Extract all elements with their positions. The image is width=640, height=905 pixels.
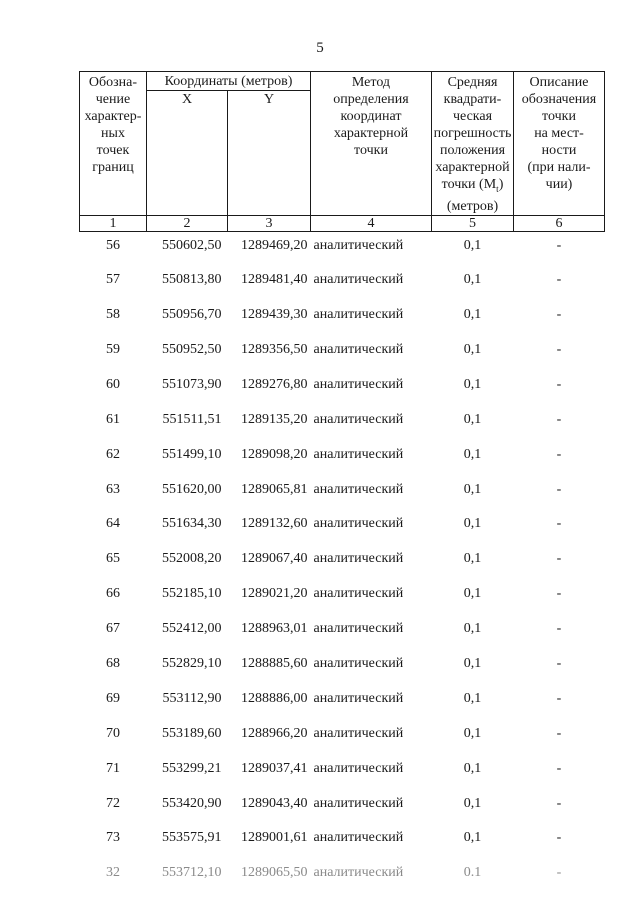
method-cell: аналитический — [313, 272, 404, 288]
error-cell: 0,1 — [463, 725, 482, 741]
description-cell: - — [556, 481, 562, 497]
error-cell: 0,1 — [463, 655, 482, 671]
description-cell: - — [556, 307, 562, 323]
description-cell: - — [556, 586, 562, 602]
description-cell: - — [556, 551, 562, 567]
point-number: 32 — [106, 865, 120, 881]
method-cell: аналитический — [313, 341, 404, 357]
table-row — [80, 720, 605, 755]
header-line: определения — [333, 92, 409, 107]
method-cell: аналитический — [313, 481, 404, 497]
header-line: Средняя — [447, 75, 498, 90]
point-number: 58 — [106, 307, 120, 323]
column-number: 5 — [432, 215, 514, 231]
header-mean-square-error — [432, 72, 514, 216]
description-cell: - — [556, 411, 562, 427]
coordinate-x: 553420,90 — [162, 795, 222, 811]
coordinate-x: 553575,91 — [162, 830, 222, 846]
error-cell: 0,1 — [463, 411, 482, 427]
table-row — [80, 336, 605, 371]
table-row — [80, 615, 605, 650]
point-number: 71 — [106, 760, 120, 776]
header-line: квадрати- — [443, 92, 502, 107]
coordinate-y: 1288885,60 — [241, 655, 308, 671]
coordinate-x: 550813,80 — [162, 272, 222, 288]
header-line: (метров) — [446, 198, 499, 214]
point-number: 63 — [106, 481, 120, 497]
header-line: Метод — [351, 75, 391, 90]
column-number: 4 — [311, 215, 432, 231]
header-line: на мест- — [534, 126, 584, 141]
coordinate-x: 551073,90 — [162, 376, 222, 392]
method-cell: аналитический — [313, 237, 404, 253]
point-number: 56 — [106, 237, 120, 253]
page-number: 5 — [316, 40, 324, 56]
column-number: 1 — [80, 215, 147, 231]
table-row — [80, 371, 605, 406]
method-cell: аналитический — [313, 760, 404, 776]
error-cell: 0,1 — [463, 586, 482, 602]
table-row — [80, 545, 605, 580]
description-cell: - — [556, 621, 562, 637]
header-line: чение — [95, 92, 131, 107]
table-row — [80, 580, 605, 615]
point-number: 73 — [106, 830, 120, 846]
header-line: (при нали- — [527, 160, 591, 175]
error-cell: 0,1 — [463, 481, 482, 497]
header-line: чии) — [545, 177, 573, 192]
coordinate-x: 553112,90 — [162, 690, 222, 706]
method-cell: аналитический — [313, 307, 404, 323]
coordinate-y: 1289067,40 — [241, 551, 308, 567]
coordinate-x: 553712,10 — [162, 865, 222, 881]
table-row — [80, 231, 605, 266]
coordinate-x: 552185,10 — [162, 586, 222, 602]
description-cell: - — [556, 237, 562, 253]
coordinate-y: 1289021,20 — [241, 586, 308, 602]
point-number: 67 — [106, 621, 120, 637]
method-cell: аналитический — [313, 830, 404, 846]
header-line: характерной — [333, 126, 409, 141]
table-row — [80, 301, 605, 336]
method-cell: аналитический — [313, 795, 404, 811]
point-number: 60 — [106, 376, 120, 392]
coordinate-x: 550952,50 — [162, 341, 222, 357]
coordinate-x: 551499,10 — [162, 446, 222, 462]
error-cell: 0,1 — [463, 830, 482, 846]
header-method — [311, 72, 432, 216]
coordinate-y: 1289043,40 — [241, 795, 308, 811]
method-cell: аналитический — [313, 411, 404, 427]
point-number: 59 — [106, 341, 120, 357]
header-line: ности — [541, 143, 577, 158]
point-number: 69 — [106, 690, 120, 706]
coordinate-x: 552008,20 — [162, 551, 222, 567]
column-number: 3 — [228, 215, 311, 231]
description-cell: - — [556, 830, 562, 846]
description-cell: - — [556, 690, 562, 706]
point-number: 64 — [106, 516, 120, 532]
coordinate-y: 1289065,81 — [241, 481, 308, 497]
table-row — [80, 650, 605, 685]
coordinate-y: 1289135,20 — [241, 411, 308, 427]
point-number: 68 — [106, 655, 120, 671]
table-row — [80, 266, 605, 301]
table-row — [80, 510, 605, 545]
table-row — [80, 441, 605, 476]
description-cell: - — [556, 341, 562, 357]
boundary-points-table — [79, 71, 605, 894]
description-cell: - — [556, 446, 562, 462]
point-number: 66 — [106, 586, 120, 602]
coordinate-y: 1289037,41 — [241, 760, 308, 776]
header-line: обозначения — [521, 92, 597, 107]
table-row — [80, 755, 605, 790]
coordinate-x: 551634,30 — [162, 516, 222, 532]
error-cell: 0,1 — [463, 307, 482, 323]
method-cell: аналитический — [313, 725, 404, 741]
coordinate-y: 1289356,50 — [241, 341, 308, 357]
column-number: 2 — [147, 215, 228, 231]
error-cell: 0,1 — [463, 795, 482, 811]
description-cell: - — [556, 272, 562, 288]
header-line: границ — [92, 160, 134, 175]
description-cell: - — [556, 725, 562, 741]
error-cell: 0,1 — [463, 376, 482, 392]
header-description — [514, 72, 605, 216]
table-row — [80, 685, 605, 720]
coordinate-x: 551511,51 — [162, 411, 222, 427]
description-cell: - — [556, 376, 562, 392]
column-number-row — [80, 215, 605, 231]
header-line: положения — [439, 143, 506, 158]
table-row — [80, 824, 605, 859]
table-row — [80, 859, 605, 894]
header-coordinates-group: Координаты (метров) — [147, 72, 311, 91]
coordinate-x: 551620,00 — [162, 481, 222, 497]
point-number: 61 — [106, 411, 120, 427]
point-number: 70 — [106, 725, 120, 741]
error-cell: 0,1 — [463, 551, 482, 567]
point-number: 72 — [106, 795, 120, 811]
coordinate-y: 1288886,00 — [241, 690, 308, 706]
header-line: характер- — [84, 109, 142, 124]
error-cell: 0,1 — [463, 446, 482, 462]
header-line: погрешность — [433, 126, 512, 141]
method-cell: аналитический — [313, 551, 404, 567]
coordinate-x: 552829,10 — [162, 655, 222, 671]
table-header — [80, 72, 605, 232]
description-cell: - — [556, 516, 562, 532]
coordinate-x: 553299,21 — [162, 760, 222, 776]
header-line: координат — [340, 109, 402, 124]
coordinate-y: 1288963,01 — [241, 621, 308, 637]
method-cell: аналитический — [313, 690, 404, 706]
header-line: точки — [542, 109, 576, 124]
error-cell: 0.1 — [463, 865, 482, 881]
header-line: характерной — [435, 160, 510, 175]
coordinate-y: 1289439,30 — [241, 307, 308, 323]
coordinate-x: 550602,50 — [162, 237, 222, 253]
method-cell: аналитический — [313, 376, 404, 392]
header-fragment: точки (M — [441, 177, 497, 192]
header-y: Y — [228, 91, 311, 216]
header-line — [432, 176, 513, 198]
description-cell: - — [556, 655, 562, 671]
table-row — [80, 406, 605, 441]
header-line: Описание — [529, 75, 589, 90]
method-cell: аналитический — [313, 865, 404, 881]
error-cell: 0,1 — [463, 272, 482, 288]
error-cell: 0,1 — [463, 621, 482, 637]
error-cell: 0,1 — [463, 516, 482, 532]
method-cell: аналитический — [313, 655, 404, 671]
method-cell: аналитический — [313, 586, 404, 602]
coordinate-y: 1289065,50 — [241, 865, 308, 881]
description-cell: - — [556, 865, 562, 881]
header-point-designation — [80, 72, 147, 216]
coordinate-y: 1289001,61 — [241, 830, 308, 846]
error-cell: 0,1 — [463, 690, 482, 706]
table-row — [80, 476, 605, 511]
header-line: ных — [101, 126, 125, 141]
header-line: точки — [354, 143, 388, 158]
error-cell: 0,1 — [463, 341, 482, 357]
header-x: X — [147, 91, 228, 216]
coordinate-x: 553189,60 — [162, 725, 222, 741]
point-number: 57 — [106, 272, 120, 288]
table-row — [80, 790, 605, 825]
point-number: 62 — [106, 446, 120, 462]
coordinate-y: 1289098,20 — [241, 446, 308, 462]
header-line: Обозна- — [88, 75, 138, 90]
coordinate-y: 1289276,80 — [241, 376, 308, 392]
coordinate-x: 552412,00 — [162, 621, 222, 637]
coordinate-x: 550956,70 — [162, 307, 222, 323]
table-body — [80, 231, 605, 894]
method-cell: аналитический — [313, 446, 404, 462]
header-subscript: t — [496, 183, 499, 194]
column-number: 6 — [514, 215, 605, 231]
description-cell: - — [556, 760, 562, 776]
method-cell: аналитический — [313, 516, 404, 532]
coordinate-y: 1289132,60 — [241, 516, 308, 532]
error-cell: 0,1 — [463, 237, 482, 253]
method-cell: аналитический — [313, 621, 404, 637]
header-line: ческая — [452, 109, 493, 124]
header-fragment: ) — [498, 177, 504, 192]
coordinate-y: 1289481,40 — [241, 272, 308, 288]
point-number: 65 — [106, 551, 120, 567]
error-cell: 0,1 — [463, 760, 482, 776]
coordinate-y: 1289469,20 — [241, 237, 308, 253]
header-line: точек — [96, 143, 130, 158]
description-cell: - — [556, 795, 562, 811]
coordinate-y: 1288966,20 — [241, 725, 308, 741]
